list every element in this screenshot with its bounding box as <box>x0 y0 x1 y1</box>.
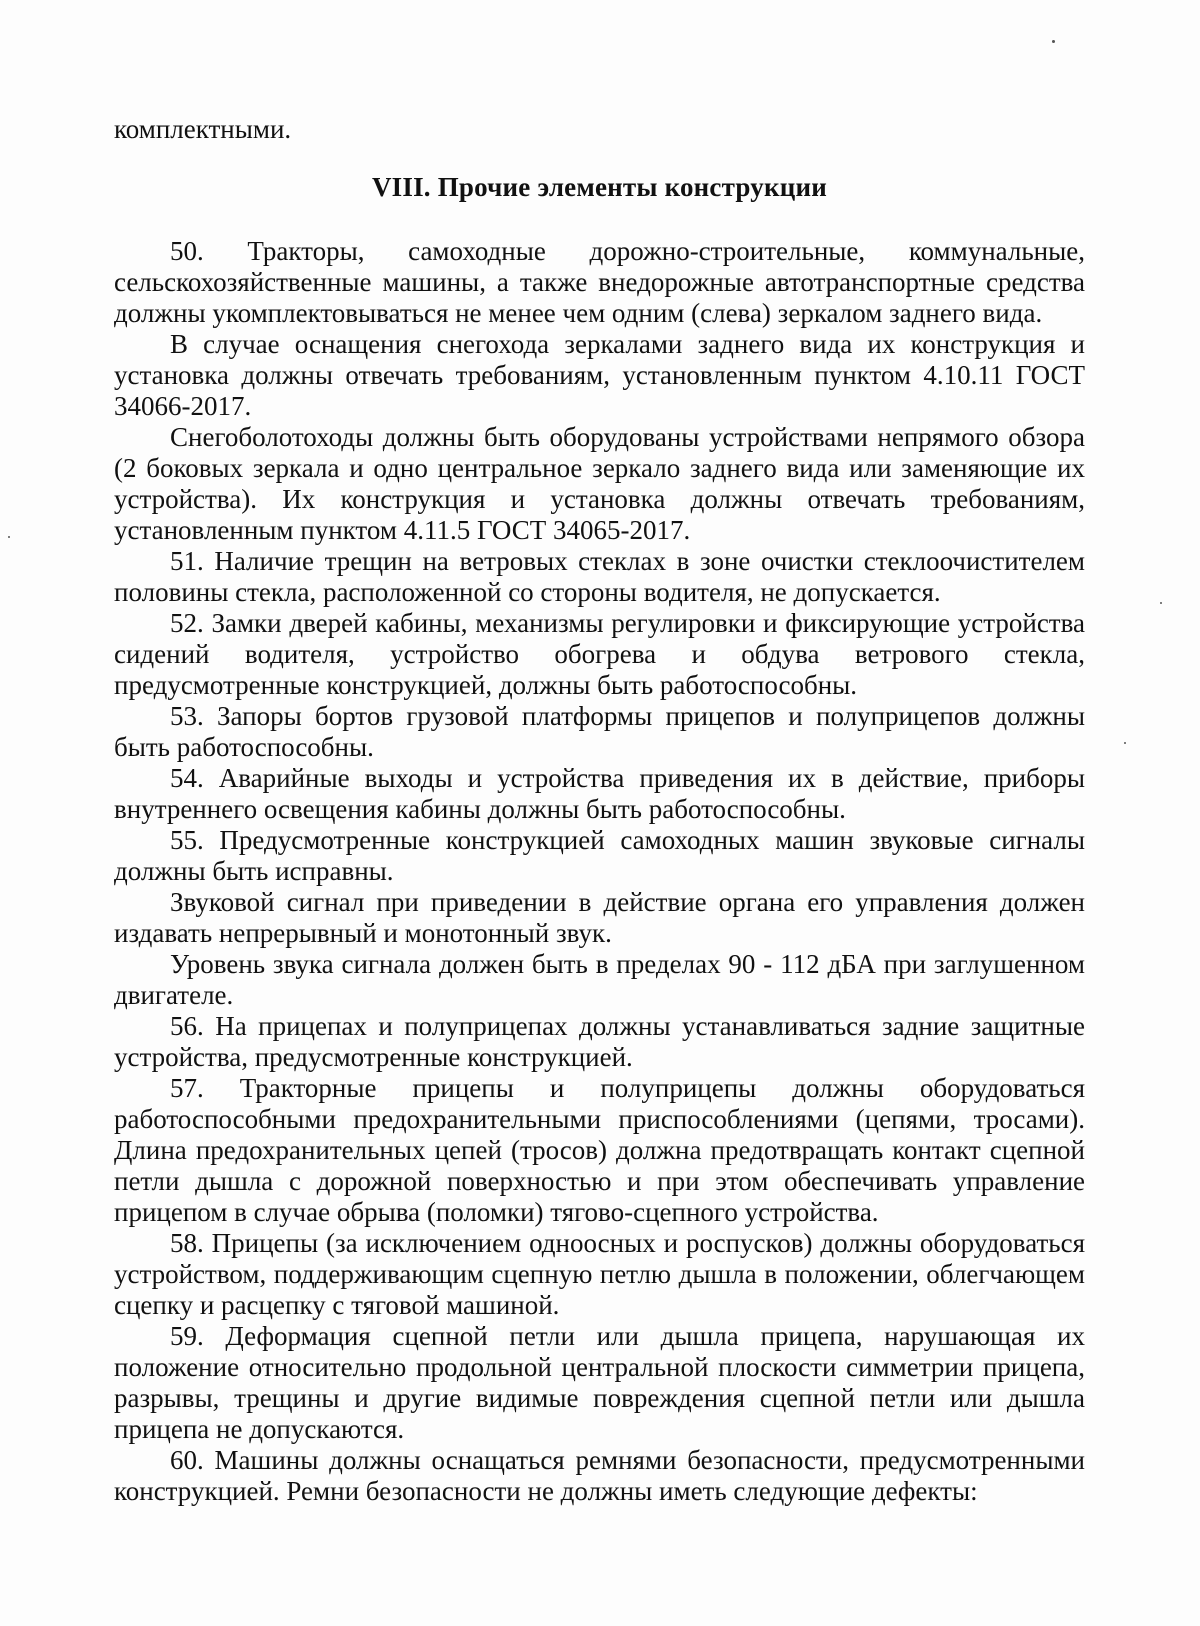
paragraph: 54. Аварийные выходы и устройства приведения их в действие, приборы внутреннего освещения кабины должны быть работоспособны. <box>114 763 1085 824</box>
paragraph: 53. Запоры бортов грузовой платформы прицепов и полуприцепов должны быть работоспособны. <box>114 701 1085 762</box>
scan-speck <box>1124 742 1126 744</box>
paragraph: 58. Прицепы (за исключением одноосных и роспусков) должны оборудоваться устройством, поддерживающим сцепную петлю дышла в положении, облегчающем сцепку и расцепку с тяговой машиной. <box>114 1228 1085 1320</box>
section-heading: VIII. Прочие элементы конструкции <box>371 172 827 202</box>
document-body <box>114 114 1085 1507</box>
paragraph: В случае оснащения снегохода зеркалами заднего вида их конструкция и установка должны отвечать требованиям, установленным пунктом 4.10.11 ГОСТ 34066-2017. <box>114 329 1085 421</box>
paragraph: Уровень звука сигнала должен быть в пределах 90 - 112 дБА при заглушенном двигателе. <box>114 949 1085 1010</box>
paragraph: Снегоболотоходы должны быть оборудованы устройствами непрямого обзора (2 боковых зеркала и одно центральное зеркало заднего вида или заменяющие их устройства). Их конструкция и установка должны отвечать требованиям, установленным пунктом 4.11.5 ГОСТ 34065-2017. <box>114 422 1085 545</box>
paragraph: Звуковой сигнал при приведении в действие органа его управления должен издавать непрерывный и монотонный звук. <box>114 887 1085 948</box>
paragraph: 59. Деформация сцепной петли или дышла прицепа, нарушающая их положение относительно продольной центральной плоскости симметрии прицепа, разрывы, трещины и другие видимые повреждения сцепной петли или дышла прицепа не допускаются. <box>114 1321 1085 1444</box>
paragraph: 52. Замки дверей кабины, механизмы регулировки и фиксирующие устройства сидений водителя, устройство обогрева и обдува ветрового стекла, предусмотренные конструкцией, должны быть работоспособны. <box>114 608 1085 700</box>
paragraph: 51. Наличие трещин на ветровых стеклах в зоне очистки стеклоочистителем половины стекла, расположенной со стороны водителя, не допускается. <box>114 546 1085 607</box>
paragraph: 60. Машины должны оснащаться ремнями безопасности, предусмотренными конструкцией. Ремни безопасности не должны иметь следующие дефекты: <box>114 1445 1085 1506</box>
scan-speck <box>8 536 10 538</box>
paragraph: 50. Тракторы, самоходные дорожно-строительные, коммунальные, сельскохозяйственные машины, а также внедорожные автотранспортные средства должны укомплектовываться не менее чем одним (слева) зеркалом заднего вида. <box>114 236 1085 328</box>
paragraph: 55. Предусмотренные конструкцией самоходных машин звуковые сигналы должны быть исправны. <box>114 825 1085 886</box>
scan-speck <box>1160 602 1162 604</box>
scan-speck <box>1052 40 1055 43</box>
paragraph: 56. На прицепах и полуприцепах должны устанавливаться задние защитные устройства, предусмотренные конструкцией. <box>114 1011 1085 1072</box>
paragraph: 57. Тракторные прицепы и полуприцепы должны оборудоваться работоспособными предохранительными приспособлениями (цепями, тросами). Длина предохранительных цепей (тросов) должна предотвращать контакт сцепной петли дышла с дорожной поверхностью и при этом обеспечивать управление прицепом в случае обрыва (поломки) тягово-сцепного устройства. <box>114 1073 1085 1227</box>
continuation-text: комплектными. <box>114 114 292 144</box>
